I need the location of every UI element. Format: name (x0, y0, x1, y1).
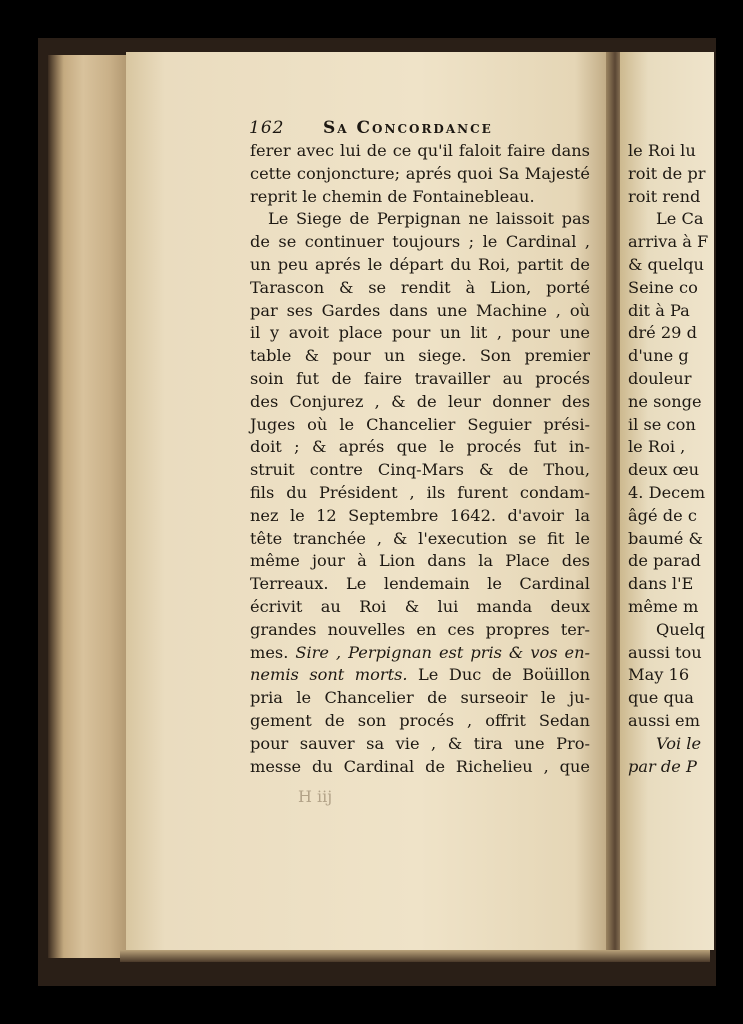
text-segment: 4. Decem (628, 482, 706, 502)
text-line (250, 140, 590, 163)
text-line (250, 710, 590, 733)
text-segment: ferer avec lui de ce qu'il faloit faire dans (250, 141, 590, 160)
text-segment: doit ; & aprés que le procés fut in- (250, 437, 590, 457)
text-segment: dré 29 d (628, 323, 697, 343)
text-line (250, 186, 590, 209)
text-line (250, 208, 590, 231)
text-line (628, 414, 743, 437)
text-line (250, 459, 590, 482)
text-line (628, 642, 743, 665)
text-segment: des Conjurez , & de leur donner des (250, 391, 590, 411)
text-segment: pria le Chancelier de surseoir le ju- (250, 688, 590, 708)
text-line (628, 277, 743, 300)
text-segment: dans l'E (628, 574, 694, 594)
text-segment: le Roi lu (628, 141, 696, 160)
text-segment: May 16 (628, 665, 690, 685)
text-line (628, 687, 743, 710)
text-segment: même m (628, 596, 699, 616)
text-segment: Tarascon & se rendit à Lion, porté (250, 277, 590, 297)
text-line (628, 436, 743, 459)
text-segment: roit rend (628, 186, 701, 206)
text-line (628, 573, 743, 596)
text-line (250, 573, 590, 596)
text-line (250, 642, 590, 665)
text-line (250, 619, 590, 642)
text-line (250, 756, 590, 779)
text-segment: tête tranchée , & l'execution se fit le (250, 528, 590, 548)
text-line (628, 322, 743, 345)
text-line (628, 710, 743, 733)
text-segment: Quelq (656, 619, 705, 639)
italic-segment: nemis sont morts. (250, 665, 408, 685)
left-page-text (250, 140, 590, 778)
text-line (628, 186, 743, 209)
text-line (250, 436, 590, 459)
text-segment: de parad (628, 551, 701, 571)
text-segment: roit de pr (628, 163, 706, 183)
text-line (628, 163, 743, 186)
text-segment: aussi tou (628, 642, 702, 662)
text-segment: Terreaux. Le lendemain le Cardinal (250, 574, 590, 594)
text-segment: cette conjoncture; aprés quoi Sa Majesté (250, 163, 590, 183)
text-segment: messe du Cardinal de Richelieu , que (250, 756, 590, 776)
text-segment: mes. (250, 642, 296, 662)
text-line (250, 163, 590, 186)
text-segment: dit à Pa (628, 300, 690, 320)
running-title: Sa Concordance (323, 118, 493, 138)
right-page-text (628, 140, 743, 778)
text-segment: soin fut de faire travailler au procés (250, 368, 590, 388)
italic-segment: Sire , Perpignan est pris & vos en- (295, 642, 590, 662)
text-line (250, 300, 590, 323)
text-line (250, 322, 590, 345)
bottom-page-edge (120, 950, 710, 962)
text-segment: gement de son procés , offrit Sedan (250, 710, 590, 730)
italic-segment: par de P (628, 756, 697, 776)
text-line (628, 756, 743, 779)
text-segment: même jour à Lion dans la Place des (250, 551, 590, 571)
text-segment: nez le 12 Septembre 1642. d'avoir la (250, 505, 590, 525)
page-header (249, 118, 589, 142)
text-line (628, 664, 743, 687)
text-line (628, 550, 743, 573)
text-segment: Le Duc de Boüillon (407, 665, 591, 685)
text-line (628, 505, 743, 528)
text-line (628, 300, 743, 323)
text-line (628, 254, 743, 277)
text-segment: table & pour un siege. Son premier (250, 346, 590, 366)
text-segment: pour sauver sa vie , & tira une Pro- (250, 733, 590, 753)
text-line (628, 140, 743, 163)
text-segment: Juges où le Chancelier Seguier prési- (250, 414, 590, 434)
text-line (628, 368, 743, 391)
signature-mark: H iij (298, 787, 333, 806)
text-segment: arriva à F (628, 232, 709, 252)
text-line (628, 391, 743, 414)
text-line (628, 596, 743, 619)
text-segment: il y avoit place pour un lit , pour une (250, 323, 590, 343)
text-line (250, 345, 590, 368)
page-number: 162 (249, 118, 285, 138)
text-segment: ne songe (628, 391, 702, 411)
text-line (250, 277, 590, 300)
text-segment: deux œu (628, 460, 700, 480)
page-stack-edge (48, 55, 136, 958)
text-segment: un peu aprés le départ du Roi, partit de (250, 254, 590, 274)
text-line (250, 733, 590, 756)
italic-segment: Voi le (656, 733, 702, 753)
text-line (628, 345, 743, 368)
text-line (628, 619, 743, 642)
text-line (628, 733, 743, 756)
text-line (250, 505, 590, 528)
text-line (250, 368, 590, 391)
text-line (628, 482, 743, 505)
text-segment: Le Ca (656, 209, 704, 229)
text-line (250, 231, 590, 254)
text-line (250, 254, 590, 277)
text-segment: que qua (628, 688, 694, 708)
text-segment: struit contre Cinq-Mars & de Thou, (250, 460, 590, 480)
text-line (628, 208, 743, 231)
text-line (250, 596, 590, 619)
text-line (250, 414, 590, 437)
text-segment: de se continuer toujours ; le Cardinal , (250, 232, 590, 252)
text-segment: grandes nouvelles en ces propres ter- (250, 619, 590, 639)
text-segment: Seine co (628, 277, 698, 297)
text-segment: le Roi , (628, 437, 686, 457)
text-segment: & quelqu (628, 254, 704, 274)
text-segment: par ses Gardes dans une Machine , où (250, 300, 590, 320)
text-segment: douleur (628, 368, 692, 388)
text-segment: reprit le chemin de Fontainebleau. (250, 186, 535, 206)
text-segment: baumé & (628, 528, 703, 548)
text-segment: aussi em (628, 710, 700, 730)
text-segment: fils du Président , ils furent condam- (250, 482, 590, 502)
text-segment: écrivit au Roi & lui manda deux (250, 596, 590, 616)
text-segment: âgé de c (628, 505, 697, 525)
text-line (250, 664, 590, 687)
text-line (628, 459, 743, 482)
text-line (628, 231, 743, 254)
text-segment: Le Siege de Perpignan ne laissoit pas (268, 209, 590, 229)
text-line (250, 482, 590, 505)
text-segment: d'une g (628, 346, 689, 366)
text-segment: il se con (628, 414, 696, 434)
text-line (250, 391, 590, 414)
text-line (250, 528, 590, 551)
text-line (628, 528, 743, 551)
text-line (250, 687, 590, 710)
text-line (250, 550, 590, 573)
